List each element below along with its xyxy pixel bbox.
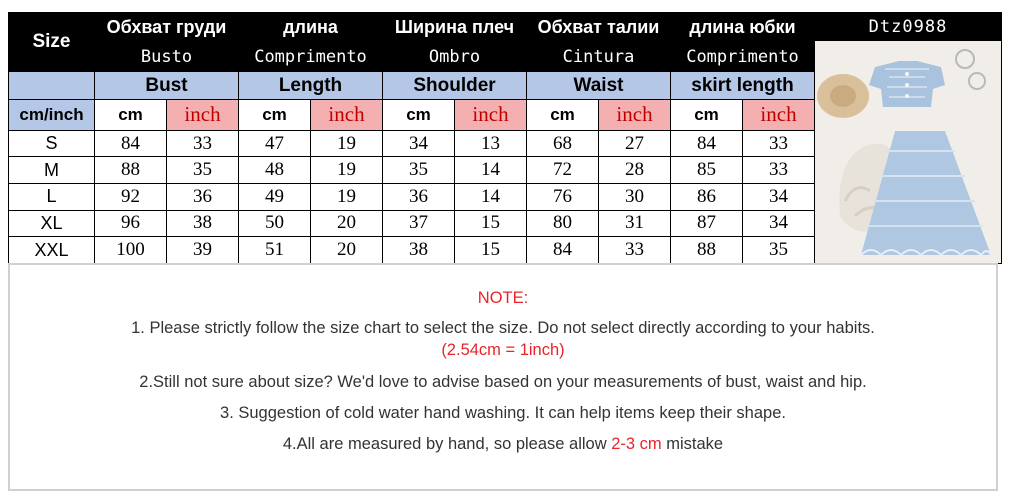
table-cell: 33 <box>743 157 815 184</box>
unit-cm: cm <box>527 100 599 131</box>
note-line-4-prefix: 4.All are measured by hand, so please allow <box>282 435 612 453</box>
skirt-length-header-pt: Comprimento <box>671 42 815 72</box>
length-header-en: Length <box>239 72 383 100</box>
product-image <box>815 41 1001 263</box>
size-cell: L <box>9 184 95 211</box>
table-cell: 76 <box>527 184 599 211</box>
table-cell: 19 <box>311 184 383 211</box>
table-cell: 13 <box>455 130 527 157</box>
table-cell: 38 <box>167 210 239 237</box>
product-code: Dtz0988 <box>815 13 1001 41</box>
table-cell: 14 <box>455 157 527 184</box>
table-cell: 38 <box>383 237 455 264</box>
size-cell: XXL <box>9 237 95 264</box>
unit-label: cm/inch <box>9 100 95 131</box>
table-cell: 36 <box>167 184 239 211</box>
table-cell: 33 <box>167 130 239 157</box>
table-cell: 49 <box>239 184 311 211</box>
table-cell: 39 <box>167 237 239 264</box>
waist-header-pt: Cintura <box>527 42 671 72</box>
size-chart-table <box>8 12 1002 264</box>
table-cell: 51 <box>239 237 311 264</box>
note-line-1: 1. Please strictly follow the size chart to select the size. Do not select directly according to your habits. <box>131 319 875 337</box>
waist-header-en: Waist <box>527 72 671 100</box>
length-header-pt: Comprimento <box>239 42 383 72</box>
note-line-4 <box>10 433 996 455</box>
table-cell: 33 <box>599 237 671 264</box>
table-cell: 27 <box>599 130 671 157</box>
table-cell: 31 <box>599 210 671 237</box>
note-line-3: 3. Suggestion of cold water hand washing. It can help items keep their shape. <box>220 404 786 422</box>
table-cell: 80 <box>527 210 599 237</box>
unit-inch: inch <box>599 100 671 131</box>
bust-header-en: Bust <box>95 72 239 100</box>
size-cell: XL <box>9 210 95 237</box>
size-header-blank <box>9 72 95 100</box>
table-cell: 96 <box>95 210 167 237</box>
table-cell: 68 <box>527 130 599 157</box>
table-cell: 19 <box>311 130 383 157</box>
note-line-2: 2.Still not sure about size? We'd love to advise based on your measurements of bust, waist and hip. <box>139 373 867 391</box>
table-cell: 88 <box>95 157 167 184</box>
table-cell: 33 <box>743 130 815 157</box>
shoulder-header-ru: Ширина плеч <box>383 13 527 43</box>
table-cell: 34 <box>383 130 455 157</box>
unit-cm: cm <box>671 100 743 131</box>
table-cell: 20 <box>311 237 383 264</box>
table-cell: 30 <box>599 184 671 211</box>
note-line-1-conversion: (2.54cm = 1inch) <box>441 341 565 359</box>
unit-cm: cm <box>95 100 167 131</box>
unit-cm: cm <box>383 100 455 131</box>
waist-header-ru: Обхват талии <box>527 13 671 43</box>
table-cell: 92 <box>95 184 167 211</box>
size-header: Size <box>9 13 95 72</box>
table-cell: 28 <box>599 157 671 184</box>
table-cell: 84 <box>95 130 167 157</box>
note-line-4-suffix: mistake <box>661 435 724 453</box>
product-panel <box>815 13 1002 264</box>
table-cell: 34 <box>743 210 815 237</box>
table-cell: 35 <box>383 157 455 184</box>
bust-header-pt: Busto <box>95 42 239 72</box>
table-cell: 14 <box>455 184 527 211</box>
size-cell: S <box>9 130 95 157</box>
shoulder-header-pt: Ombro <box>383 42 527 72</box>
unit-inch: inch <box>311 100 383 131</box>
note-text <box>10 287 996 455</box>
unit-cm: cm <box>239 100 311 131</box>
shoulder-header-en: Shoulder <box>383 72 527 100</box>
table-cell: 36 <box>383 184 455 211</box>
unit-inch: inch <box>743 100 815 131</box>
table-cell: 35 <box>743 237 815 264</box>
table-cell: 15 <box>455 210 527 237</box>
table-cell: 87 <box>671 210 743 237</box>
bust-header-ru: Обхват груди <box>95 13 239 43</box>
note-box <box>8 263 998 491</box>
unit-inch: inch <box>455 100 527 131</box>
table-cell: 37 <box>383 210 455 237</box>
table-cell: 15 <box>455 237 527 264</box>
table-cell: 20 <box>311 210 383 237</box>
length-header-ru: длина <box>239 13 383 43</box>
table-cell: 88 <box>671 237 743 264</box>
table-cell: 34 <box>743 184 815 211</box>
skirt-length-header-ru: длина юбки <box>671 13 815 43</box>
table-cell: 100 <box>95 237 167 264</box>
size-cell: M <box>9 157 95 184</box>
table-cell: 48 <box>239 157 311 184</box>
table-cell: 19 <box>311 157 383 184</box>
table-cell: 35 <box>167 157 239 184</box>
table-cell: 47 <box>239 130 311 157</box>
table-cell: 85 <box>671 157 743 184</box>
note-line-4-highlight: 2-3 cm <box>611 435 662 453</box>
table-cell: 86 <box>671 184 743 211</box>
note-title: NOTE: <box>477 289 529 307</box>
unit-inch: inch <box>167 100 239 131</box>
table-cell: 84 <box>671 130 743 157</box>
table-cell: 72 <box>527 157 599 184</box>
table-cell: 50 <box>239 210 311 237</box>
skirt-length-header-en: skirt length <box>671 72 815 100</box>
table-cell: 84 <box>527 237 599 264</box>
